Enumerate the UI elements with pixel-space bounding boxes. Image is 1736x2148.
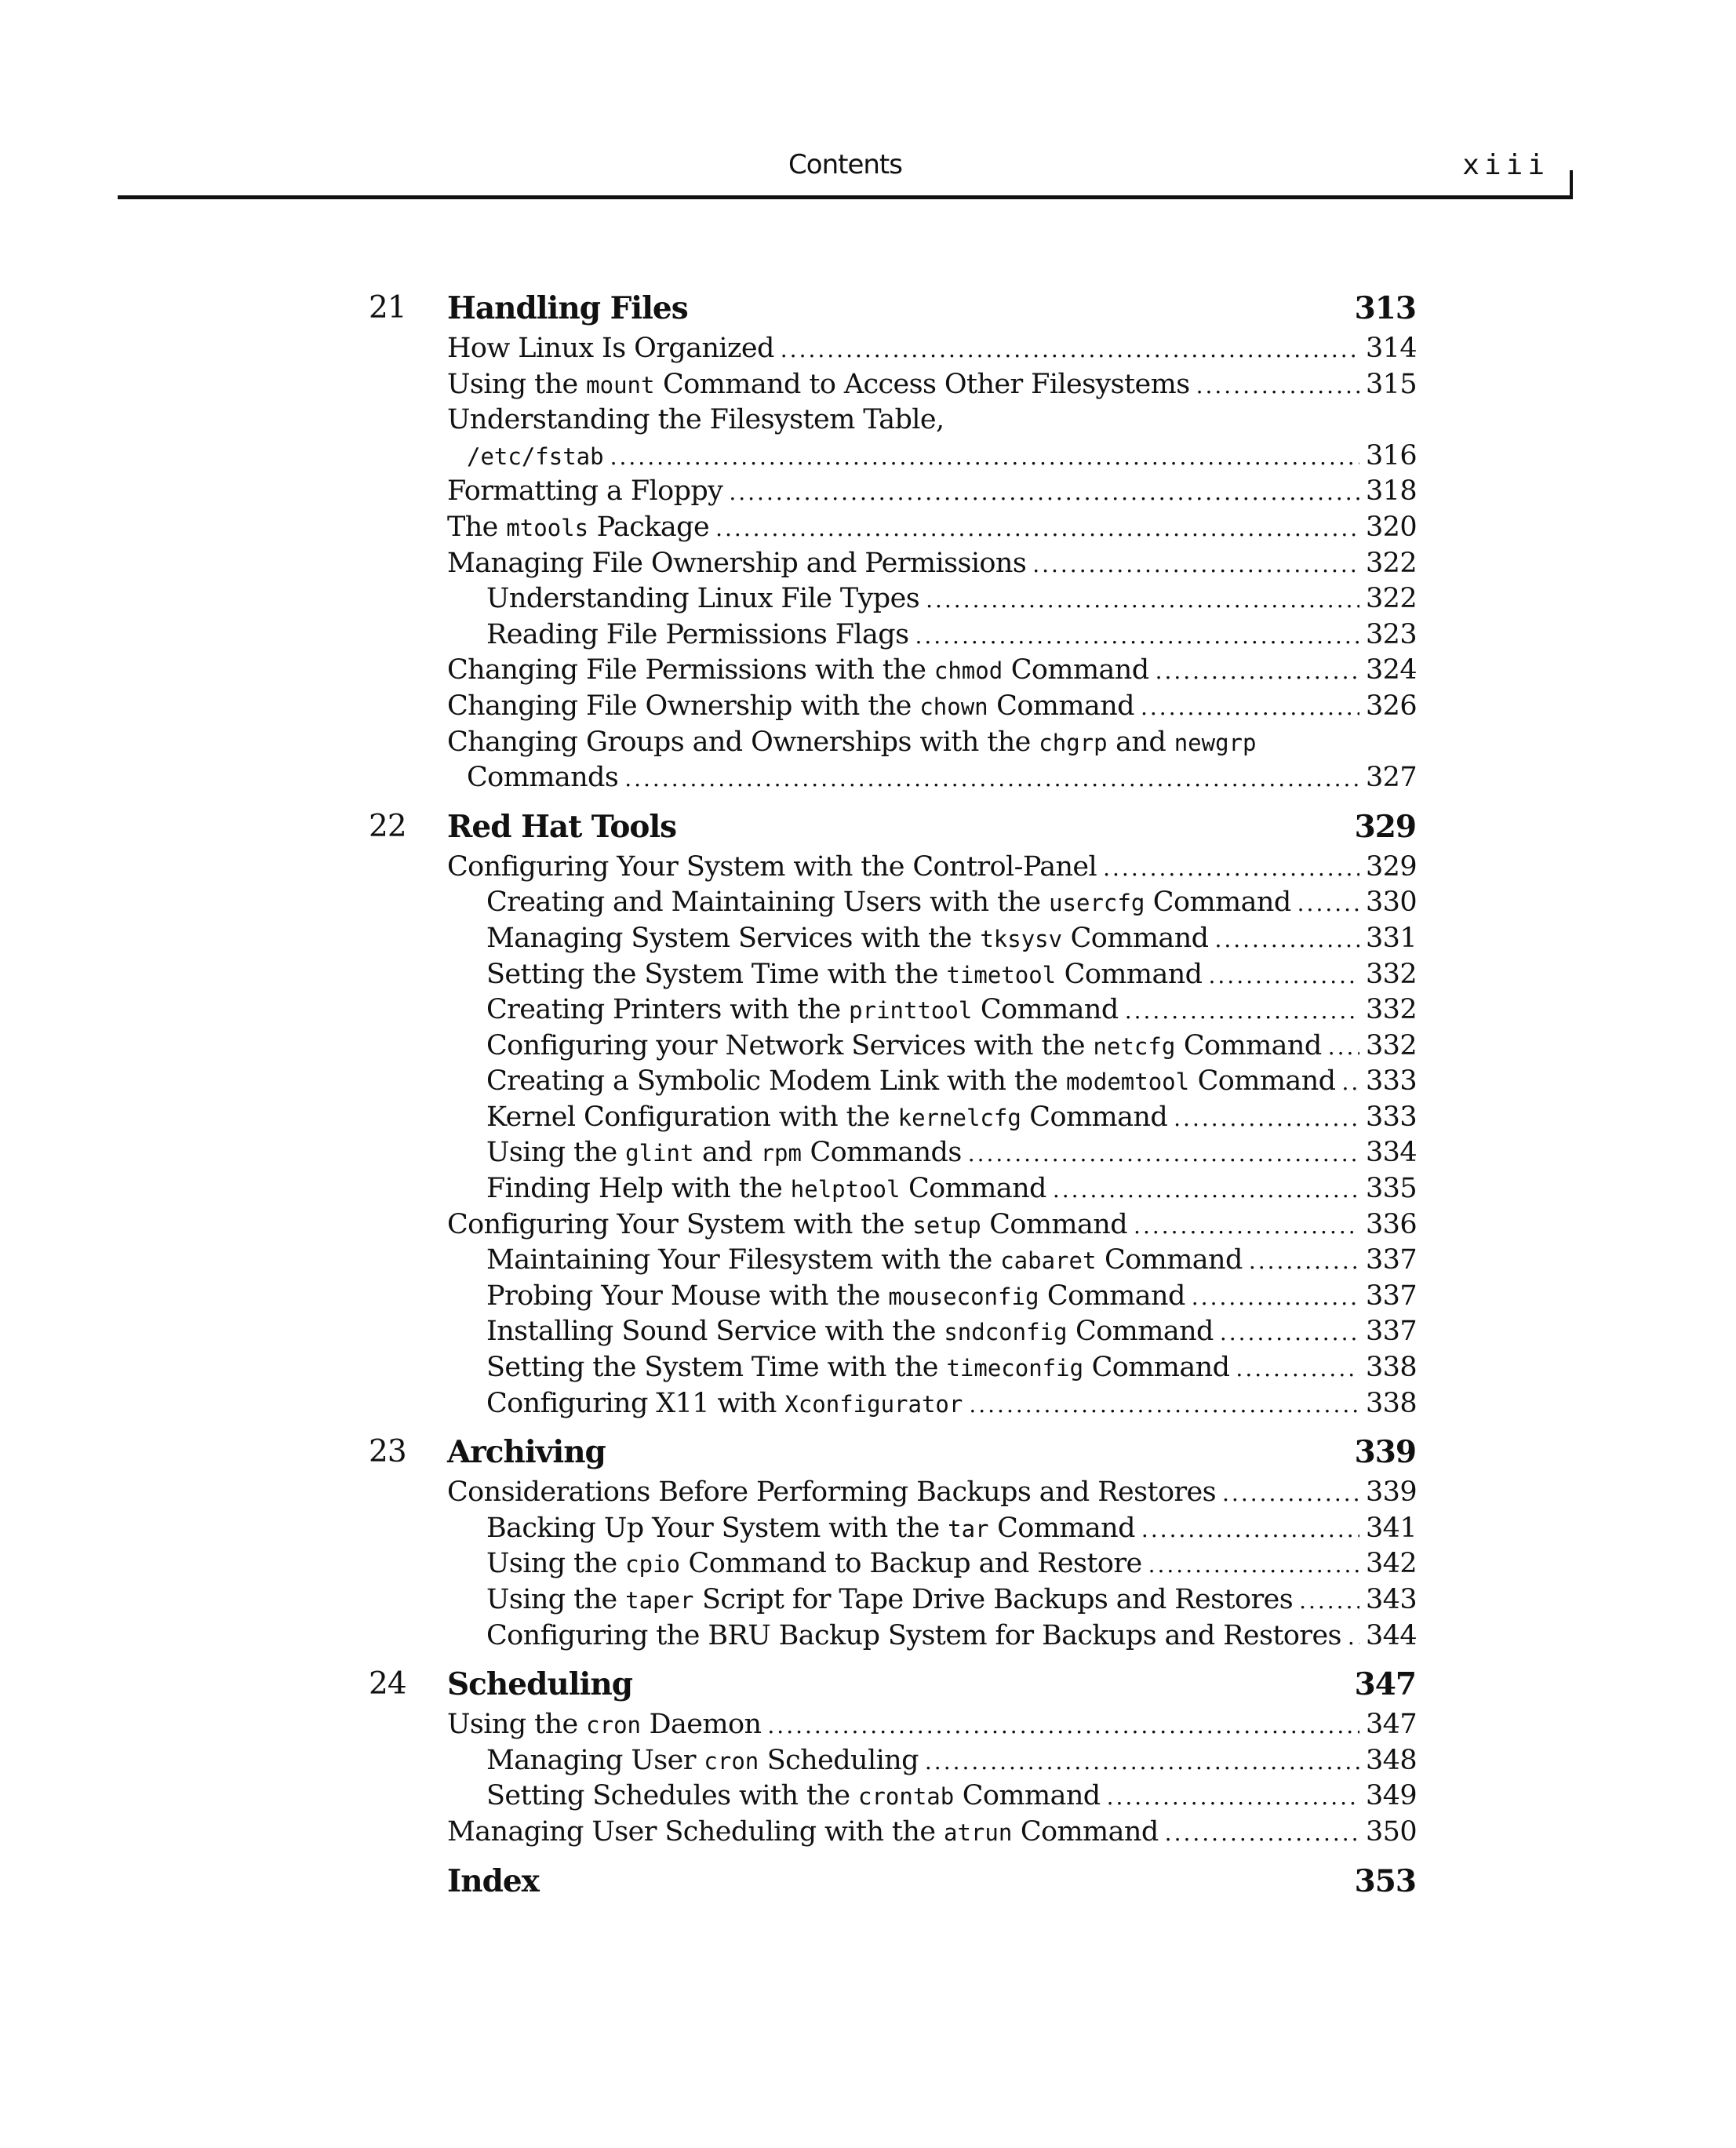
toc-entry-title [447,725,1256,762]
toc-entry-page: 341 [1366,1512,1418,1544]
toc-entry[interactable] [369,1707,1416,1743]
toc-entry[interactable] [369,760,1416,796]
toc-entry[interactable] [369,1815,1416,1851]
toc-entry[interactable] [369,617,1416,654]
dot-leader [1341,1065,1359,1101]
toc-entry[interactable] [369,1778,1416,1815]
toc-entry[interactable] [369,885,1416,921]
toc-entry[interactable] [369,689,1416,725]
dot-leader [1125,993,1359,1029]
dot-leader [1103,850,1359,887]
entry-text: Command to Backup and Restore [680,1548,1142,1580]
toc-entry[interactable] [369,957,1416,993]
entry-text: Configuring the BRU Backup System for Backups and Restores [486,1619,1341,1651]
toc-entry-page: 342 [1366,1548,1418,1580]
entry-text: Configuring X11 with [486,1387,785,1419]
entry-text: Command [988,690,1134,722]
entry-text: Managing File Ownership and Permissions [447,547,1027,579]
command-name: newgrp [1174,729,1257,756]
entry-text: Setting Schedules with the [486,1780,858,1812]
toc-entry-page: 318 [1366,475,1418,508]
toc-entry-page: 348 [1366,1744,1418,1776]
chapter-entries [369,1475,1416,1654]
dot-leader [1148,1547,1359,1583]
entry-text: Changing Groups and Ownerships with the [447,726,1039,758]
entry-text: and [1107,726,1174,758]
entry-text: The [447,511,507,543]
entry-text: Command [1096,1244,1243,1276]
toc-entry-title [467,760,618,796]
chapter-number: 21 [369,290,406,326]
toc-entry-page: 332 [1366,958,1418,990]
entry-text: Understanding Linux File Types [486,583,920,615]
command-name: chown [919,693,988,720]
command-name: kernelcfg [897,1104,1021,1131]
toc-entry-page: 332 [1366,1029,1418,1061]
toc-entry-page: 337 [1366,1316,1418,1348]
toc-entry-title [486,1386,963,1423]
toc-entry-title [486,921,1208,958]
entry-text: Kernel Configuration with the [486,1101,898,1133]
command-name: chgrp [1039,729,1108,756]
command-name: netcfg [1093,1032,1176,1060]
toc-entry-title [486,1100,1167,1137]
toc-entry[interactable] [369,1618,1416,1655]
entry-text: Using the [486,1584,626,1615]
chapter-entries [369,1707,1416,1850]
toc-entry-page: 322 [1366,583,1418,615]
entry-text: Command [988,1512,1135,1544]
toc-entry[interactable] [369,1171,1416,1207]
chapter-number: 22 [369,808,406,844]
dot-leader [1249,1243,1359,1280]
entry-text: Creating Printers with the [486,994,850,1026]
entry-text: Command [1003,654,1149,686]
command-name: atrun [943,1819,1013,1846]
toc-entry[interactable] [369,1279,1416,1315]
toc-entry-title [486,617,908,654]
toc-entry[interactable] [369,510,1416,546]
toc-entry[interactable] [369,1511,1416,1547]
chapter-number: 24 [369,1666,406,1702]
entry-text: Commands [467,762,619,794]
entry-text: Installing Sound Service with the [486,1316,944,1348]
toc-entry-title [486,1314,1214,1351]
chapter-heading[interactable] [369,1855,1416,1904]
entry-text: Command [972,994,1119,1026]
dot-leader [1236,1351,1359,1387]
toc-entry[interactable] [369,1350,1416,1386]
command-name: timetool [946,961,1057,988]
toc-entry-title [447,1475,1216,1511]
toc-entry[interactable] [369,1064,1416,1100]
toc-entry-title [486,1028,1322,1065]
toc-entry-page: 331 [1366,922,1418,954]
command-name: chmod [934,657,1003,685]
toc-entry[interactable] [369,331,1416,367]
dot-leader [1209,958,1360,994]
toc-entry[interactable] [369,402,1416,439]
toc-entry-page: 316 [1366,439,1418,471]
command-name: mount [586,371,655,399]
dot-leader [1196,368,1359,404]
entry-text: Command [900,1173,1046,1205]
entry-text: Reading File Permissions Flags [486,618,909,650]
toc-entry[interactable] [369,1475,1416,1511]
entry-text: Changing File Permissions with the [447,654,934,686]
command-name: crontab [858,1783,955,1811]
toc-entry-page: 322 [1366,547,1418,579]
chapter-page-number: 347 [1354,1666,1416,1703]
entry-text: Changing File Ownership with the [447,690,920,722]
toc-entry[interactable] [369,1546,1416,1582]
chapter-entries [369,850,1416,1422]
toc-entry[interactable] [369,992,1416,1028]
dot-leader [1222,1476,1359,1512]
entry-text: Command [1175,1029,1322,1061]
entry-text: Configuring Your System with the [447,1208,913,1240]
entry-text: Setting the System Time with the [486,958,947,990]
entry-text: How Linux Is Organized [447,333,774,364]
toc-entry[interactable] [369,581,1416,617]
command-name: tar [948,1515,989,1542]
command-name: /etc/fstab [467,442,604,470]
toc-entry-title [486,1243,1243,1280]
toc-entry[interactable] [369,1100,1416,1136]
toc-entry-page: 334 [1366,1137,1418,1169]
toc-entry-title [486,1064,1335,1101]
entry-text: Command [954,1780,1101,1812]
entry-text: Command [981,1208,1128,1240]
entry-text: Using the [447,1709,587,1741]
dot-leader [610,439,1359,475]
entry-text: Creating a Symbolic Modem Link with the [486,1065,1066,1098]
toc-entry-page: 333 [1366,1101,1418,1133]
toc-entry-page: 320 [1366,511,1418,543]
entry-text: Command [1021,1101,1168,1133]
toc-entry-page: 343 [1366,1584,1418,1615]
toc-entry-title [486,1743,919,1780]
entry-text: Backing Up Your System with the [486,1512,948,1544]
toc-entry-title [486,1778,1101,1815]
toc-entry-title [486,1582,1293,1619]
toc-entry-title [486,1511,1135,1548]
dot-leader [1165,1815,1359,1851]
entry-text: Understanding the Filesystem Table, [447,404,944,436]
dot-leader [968,1136,1359,1172]
toc-entry-title [486,1171,1046,1208]
toc-entry-title [447,850,1097,886]
toc-entry[interactable] [369,921,1416,957]
command-name: cpio [625,1551,681,1578]
entry-text: Maintaining Your Filesystem with the [486,1244,1001,1276]
entry-text: Probing Your Mouse with the [486,1280,889,1312]
toc-entry-title [486,1350,1229,1387]
dot-leader [1053,1172,1359,1208]
toc-entry-page: 336 [1366,1208,1418,1240]
chapter-heading[interactable] [369,1658,1416,1707]
toc-entry[interactable] [369,1028,1416,1065]
toc-entry-title [486,1618,1341,1655]
entry-text: Using the [486,1137,626,1169]
entry-text: Script for Tape Drive Backups and Restores [693,1584,1294,1615]
command-name: usercfg [1049,890,1145,917]
entry-text: Setting the System Time with the [486,1352,947,1384]
entry-text: Configuring Your System with the Control-Panel [447,850,1097,883]
toc-entry-page: 347 [1366,1709,1418,1741]
entry-text: and [693,1137,761,1169]
toc-entry-page: 338 [1366,1352,1418,1384]
dot-leader [1328,1029,1359,1065]
command-name: mtools [506,514,589,541]
toc-entry-title [486,957,1203,994]
command-name: modemtool [1065,1069,1190,1096]
entry-text: Daemon [641,1709,762,1741]
toc-entry-title [447,474,722,510]
entry-text: Scheduling [759,1744,919,1776]
chapter-heading[interactable] [369,1426,1416,1475]
toc-entry[interactable] [369,439,1416,475]
command-name: taper [625,1587,694,1614]
command-name: mouseconfig [888,1283,1039,1310]
toc-entry-page: 338 [1366,1387,1418,1419]
toc-entry-page: 337 [1366,1244,1418,1276]
toc-entry[interactable] [369,1743,1416,1779]
toc-entry-page: 350 [1366,1815,1418,1848]
entry-text: Commands [801,1137,962,1169]
toc-entry-page: 314 [1366,333,1418,364]
chapter-entries [369,331,1416,796]
toc-entry-page: 315 [1366,368,1418,400]
dot-leader [624,761,1359,797]
toc-entry[interactable] [369,367,1416,403]
entry-text: Command [1012,1815,1159,1848]
dot-leader [1174,1101,1359,1137]
entry-text: Command [1062,922,1209,954]
toc-entry-page: 333 [1366,1065,1418,1098]
entry-text: Command [1145,887,1291,919]
toc-entry[interactable] [369,1386,1416,1422]
entry-text: Formatting a Floppy [447,475,723,508]
toc-entry[interactable] [369,546,1416,582]
command-name: timeconfig [946,1355,1084,1382]
command-name: rpm [760,1140,802,1167]
toc-entry-page: 349 [1366,1780,1418,1812]
command-name: setup [912,1211,981,1239]
chapter-page-number: 329 [1354,808,1416,845]
toc-entry[interactable] [369,1243,1416,1279]
entry-text: Configuring your Network Services with the [486,1029,1094,1061]
toc-entry-page: 337 [1366,1280,1418,1312]
toc-entry-title [447,689,1134,726]
toc-entry-title [447,1707,761,1744]
dot-leader [715,511,1359,547]
dot-leader [781,332,1359,368]
toc-entry-title [447,402,944,439]
toc-entry-title [447,510,709,547]
chapter-page-number: 339 [1354,1434,1416,1471]
command-name: cron [704,1747,759,1775]
toc-entry-title [447,546,1026,582]
toc-entry[interactable] [369,474,1416,510]
toc-entry-page: 339 [1366,1476,1418,1509]
header-rule-tick [1570,170,1573,199]
toc-entry-title [447,1815,1159,1851]
page-number: xiii [1462,149,1549,181]
toc-entry-title [486,1546,1142,1583]
toc-entry[interactable] [369,1314,1416,1350]
toc-entry[interactable] [369,1582,1416,1618]
dot-leader [729,475,1359,511]
command-name: tksysv [980,925,1063,952]
chapter-title: Handling Files [447,290,688,326]
entry-text: Managing System Services with the [486,922,981,954]
dot-leader [915,618,1359,654]
toc-entry-page: 323 [1366,618,1418,650]
dot-leader [1299,1583,1359,1619]
dot-leader [767,1708,1359,1744]
dot-leader [1220,1315,1359,1351]
command-name: sndconfig [944,1319,1068,1346]
command-name: printtool [849,997,973,1025]
chapter-page-number: 313 [1354,290,1416,326]
header-rule [118,195,1573,199]
toc-entry-title [447,653,1149,690]
toc-entry[interactable] [369,1135,1416,1171]
toc-entry-title [486,885,1291,922]
toc-entry-page: 332 [1366,994,1418,1026]
entry-text: Command [1083,1352,1230,1384]
dot-leader [925,1744,1359,1780]
toc-entry-page: 324 [1366,654,1418,686]
running-head [118,141,1573,200]
command-name: glint [625,1140,694,1167]
dot-leader [1141,1512,1359,1548]
chapter-title: Archiving [447,1434,606,1471]
toc-entry-title [467,439,604,475]
chapter-number: 23 [369,1434,406,1470]
dot-leader [1032,547,1359,583]
entry-text: Finding Help with the [486,1173,791,1205]
entry-text: Package [588,511,710,543]
toc-entry-title [486,581,919,617]
toc-entry[interactable] [369,1207,1416,1243]
dot-leader [1214,922,1359,958]
toc-entry-title [447,367,1190,404]
toc-entry-title [486,1279,1185,1316]
toc-entry[interactable] [369,653,1416,689]
dot-leader [926,582,1359,618]
chapter-title: Scheduling [447,1666,632,1703]
entry-text: Command [1067,1316,1214,1348]
chapter-heading[interactable] [369,801,1416,850]
toc-entry-title [486,992,1119,1029]
entry-text: Managing User [486,1744,704,1776]
chapter-title: Red Hat Tools [447,808,677,845]
entry-text: Command [1039,1280,1185,1312]
toc-entry-title [447,1207,1127,1244]
table-of-contents [369,282,1416,1904]
dot-leader [1134,1208,1359,1244]
toc-entry[interactable] [369,725,1416,761]
dot-leader [1156,654,1359,690]
chapter-heading[interactable] [369,282,1416,331]
chapter-page-number: 353 [1354,1862,1416,1899]
toc-entry[interactable] [369,850,1416,886]
command-name: cron [586,1712,642,1739]
toc-entry-page: 326 [1366,690,1418,722]
toc-entry-page: 344 [1366,1619,1418,1651]
toc-entry-title [447,331,774,367]
chapter-title: Index [447,1862,539,1899]
entry-text: Using the [447,368,587,400]
command-name: Xconfigurator [784,1390,963,1418]
dot-leader [1192,1280,1359,1316]
dot-leader [1141,690,1359,726]
toc-entry-page: 329 [1366,850,1418,883]
command-name: cabaret [1000,1247,1097,1275]
entry-text: Using the [486,1548,626,1580]
dot-leader [1348,1619,1359,1655]
command-name: helptool [790,1176,901,1203]
entry-text: Command to Access Other Filesystems [654,368,1190,400]
entry-text: Considerations Before Performing Backups and Restores [447,1476,1217,1509]
entry-text: Creating and Maintaining Users with the [486,887,1050,919]
toc-entry-page: 330 [1366,887,1418,919]
running-title: Contents [788,149,902,180]
toc-entry-page: 327 [1366,762,1418,794]
dot-leader [1297,886,1359,922]
dot-leader [1107,1779,1359,1815]
entry-text: Managing User Scheduling with the [447,1815,944,1848]
dot-leader [969,1387,1359,1423]
entry-text: Command [1189,1065,1336,1098]
entry-text: Command [1056,958,1203,990]
toc-entry-title [486,1135,962,1172]
toc-entry-page: 335 [1366,1173,1418,1205]
